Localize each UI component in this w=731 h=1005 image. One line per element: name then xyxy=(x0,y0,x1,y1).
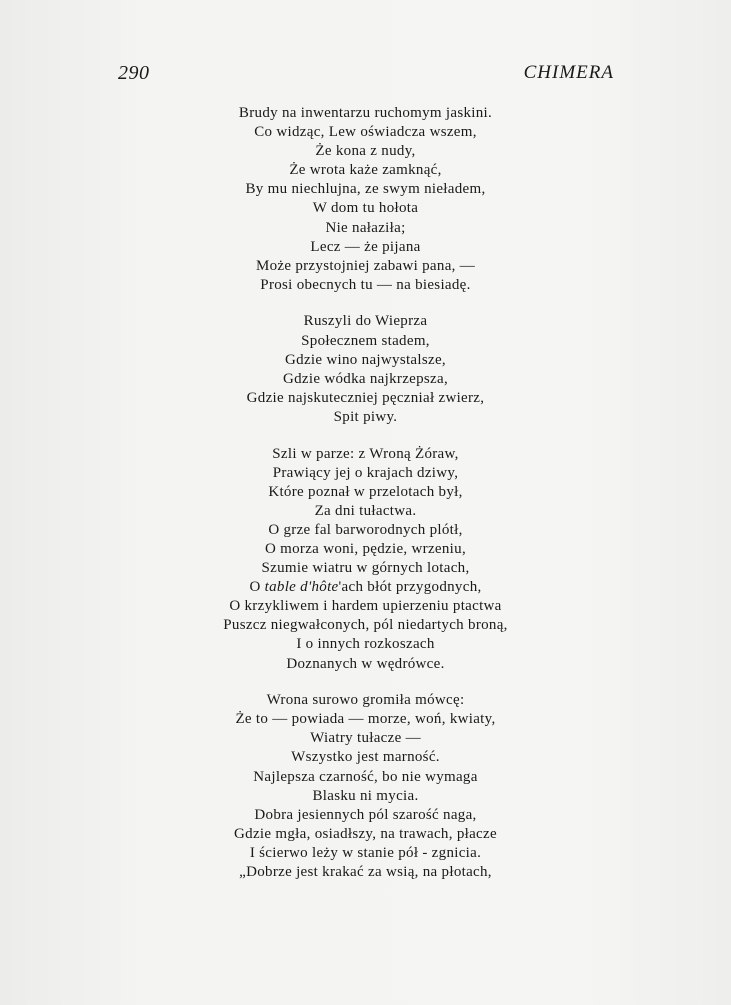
poem-line: O grze fal barworodnych plótł, xyxy=(268,521,463,538)
italic-phrase: table d'hôte xyxy=(264,579,339,596)
poem-line: I o innych rozkoszach xyxy=(296,636,435,653)
poem-line: Gdzie wódka najkrzepsza, xyxy=(282,370,449,387)
stanza-1 xyxy=(0,104,731,295)
poem-line: Blasku ni mycia. xyxy=(312,787,419,804)
poem-line: Wrona surowo gromiła mówcę: xyxy=(266,692,465,709)
poem-line: Spit piwy. xyxy=(333,408,398,425)
line-suffix: 'ach błót przygodnych, xyxy=(338,579,482,596)
stanza-2 xyxy=(0,312,731,427)
poem-line: „Dobrze jest krakać za wsią, na płotach, xyxy=(239,863,492,880)
poem-line: Brudy na inwentarzu ruchomym jaskini. xyxy=(238,105,493,121)
poem-line: Lecz — że pijana xyxy=(310,238,421,255)
poem-line: O morza woni, pędzie, wrzeniu, xyxy=(264,540,466,557)
poem-line: W dom tu hołota xyxy=(312,200,419,217)
poem-line: Gdzie wino najwystalsze, xyxy=(285,351,446,368)
poem-line: Najlepsza czarność, bo nie wymaga xyxy=(253,768,478,785)
page-header xyxy=(0,62,731,86)
poem-line: Dobra jesiennych pól szarość naga, xyxy=(254,806,477,823)
poem-text xyxy=(0,104,731,882)
poem-line: Że kona z nudy, xyxy=(315,143,416,160)
poem-line: Wszystko jest marność. xyxy=(291,749,440,766)
poem-line: Gdzie najskuteczniej pęczniał zwierz, xyxy=(246,389,485,406)
poem-line: Gdzie mgła, osiadłszy, na trawach, płacze xyxy=(234,825,497,842)
poem-line: Że wrota każe zamknąć, xyxy=(289,162,442,179)
poem-line: Za dni tułactwa. xyxy=(314,502,417,519)
poem-line: Nie nałaziła; xyxy=(325,219,406,236)
poem-line: By mu niechlujna, ze swym nieładem, xyxy=(245,181,486,198)
poem-line: Może przystojniej zabawi pana, — xyxy=(255,257,476,274)
page-number: 290 xyxy=(118,62,150,84)
poem-line: Że to — powiada — morze, woń, kwiaty, xyxy=(235,711,496,728)
poem-line-with-italic xyxy=(0,578,731,597)
poem-line: I ścierwo leży w stanie pół - zgnicia. xyxy=(249,844,482,861)
poem-line: Prosi obecnych tu — na biesiadę. xyxy=(260,276,471,293)
poem-line: Szumie wiatru w górnych lotach, xyxy=(261,560,470,577)
poem-line: Ruszyli do Wieprza xyxy=(303,313,428,330)
stanza-4 xyxy=(0,691,731,882)
running-title: CHIMERA xyxy=(523,62,614,83)
poem-line: Co widząc, Lew oświadcza wszem, xyxy=(254,124,477,141)
poem-line: Które poznał w przelotach był, xyxy=(268,483,463,500)
poem-line: Społecznem stadem, xyxy=(301,332,430,349)
poem-line: Prawiący jej o krajach dziwy, xyxy=(272,464,459,481)
stanza-3 xyxy=(0,445,731,674)
poem-line: Puszcz niegwałconych, pól niedartych broną, xyxy=(223,617,508,634)
line-prefix: O xyxy=(249,579,265,596)
poem-line: Szli w parze: z Wroną Żóraw, xyxy=(272,445,459,462)
poem-line: Doznanych w wędrówce. xyxy=(286,655,445,672)
poem-line: Wiatry tułacze — xyxy=(310,730,421,747)
poem-line: O krzykliwem i hardem upierzeniu ptactwa xyxy=(229,598,502,615)
